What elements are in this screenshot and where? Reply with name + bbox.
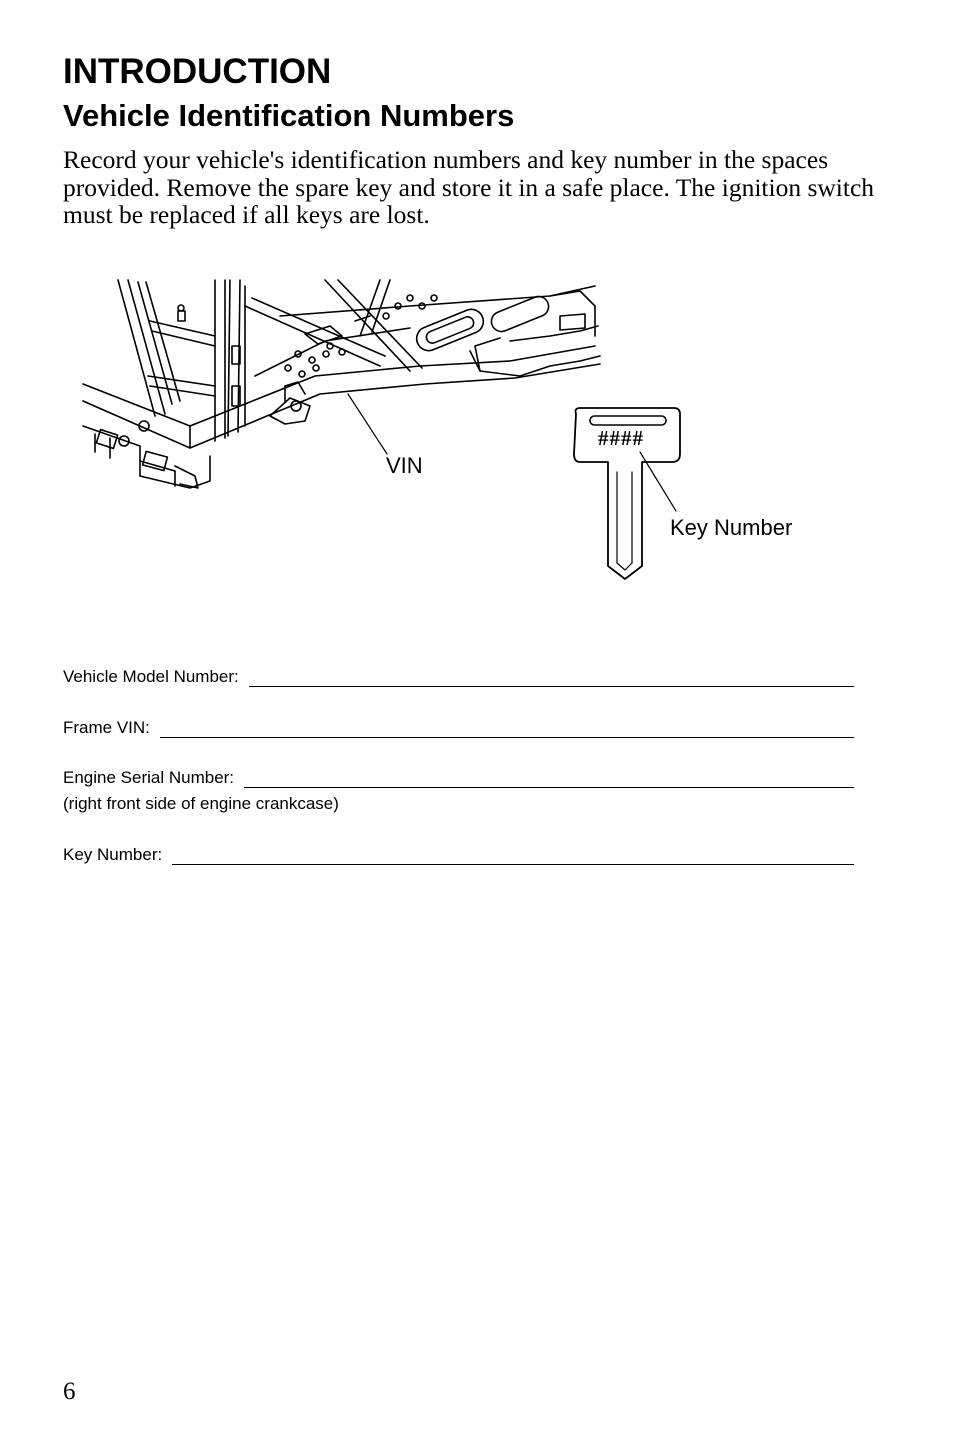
engine-serial-number-field — [63, 768, 854, 788]
frame-vin-field — [63, 718, 854, 738]
vehicle-model-number-blank — [249, 668, 854, 687]
key-code-stamp: #### — [598, 426, 644, 450]
section-title: INTRODUCTION — [63, 52, 332, 91]
subsection-title: Vehicle Identification Numbers — [63, 98, 515, 133]
key-number-blank — [172, 846, 854, 865]
frame-vin-blank — [160, 719, 854, 738]
vehicle-model-number-label: Vehicle Model Number: — [63, 667, 239, 686]
vehicle-frame-drawing — [83, 280, 600, 488]
key-number-callout-label: Key Number — [670, 515, 793, 540]
key-number-field — [63, 845, 854, 865]
intro-paragraph: Record your vehicle's identification numbers and key number in the spaces provided. Remove the spare key and store it in a safe place. The ignition switch must be replaced if all keys are lost. — [63, 145, 875, 229]
engine-serial-number-blank — [244, 769, 854, 788]
vin-callout-label: VIN — [386, 453, 423, 478]
engine-serial-number-label: Engine Serial Number: — [63, 768, 235, 787]
frame-vin-label: Frame VIN: — [63, 718, 150, 737]
vehicle-model-number-field — [63, 667, 854, 687]
page-number: 6 — [63, 1378, 76, 1405]
key-number-leader-line — [640, 452, 676, 511]
key-number-label: Key Number: — [63, 845, 163, 864]
vin-leader-line — [348, 394, 387, 454]
engine-serial-location-note: (right front side of engine crankcase) — [63, 794, 339, 813]
